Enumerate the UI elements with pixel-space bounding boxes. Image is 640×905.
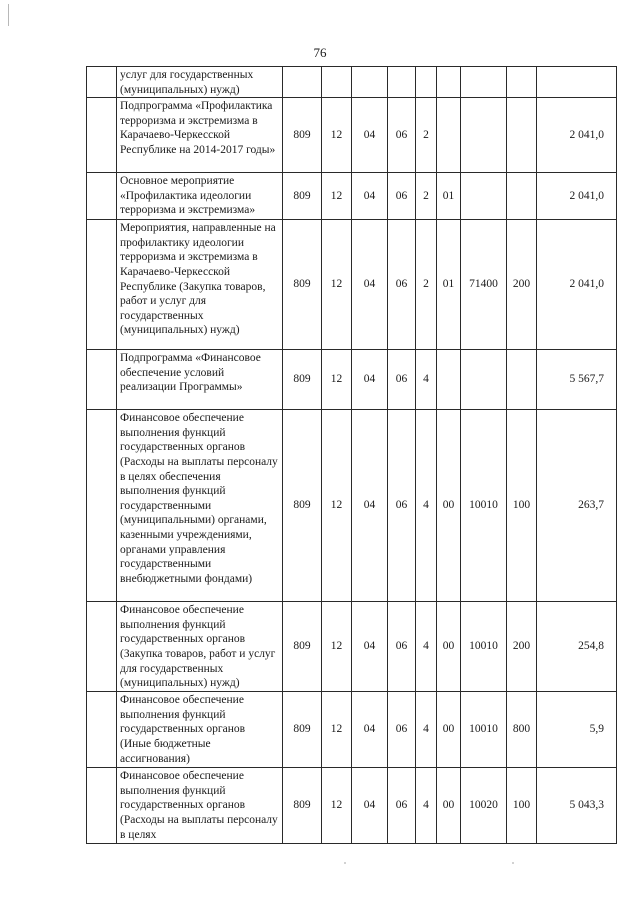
cell-section: 12	[322, 602, 352, 692]
cell-event: 01	[437, 173, 461, 220]
indent-cell	[87, 98, 117, 173]
cell-event	[437, 98, 461, 173]
cell-ministry: 809	[283, 350, 322, 410]
cell-section: 12	[322, 173, 352, 220]
cell-name: Финансовое обеспечение выполнения функций государственных органов (Иные бюджетные ассигнования)	[117, 692, 283, 768]
cell-subsection: 04	[352, 692, 388, 768]
cell-subprogram	[416, 67, 437, 98]
cell-event: 00	[437, 410, 461, 602]
cell-subsection: 04	[352, 173, 388, 220]
cell-subprogram: 2	[416, 98, 437, 173]
cell-amount: 254,8	[537, 602, 617, 692]
table-row	[87, 410, 617, 602]
cell-ministry: 809	[283, 410, 322, 602]
cell-section: 12	[322, 692, 352, 768]
cell-direction: 10010	[461, 602, 507, 692]
cell-expense-type	[507, 350, 537, 410]
cell-subsection: 04	[352, 98, 388, 173]
cell-direction: 10010	[461, 692, 507, 768]
cell-subprogram: 2	[416, 220, 437, 350]
cell-direction	[461, 350, 507, 410]
table-row	[87, 98, 617, 173]
scan-artifact	[8, 4, 9, 26]
cell-expense-type	[507, 67, 537, 98]
cell-subprogram: 4	[416, 602, 437, 692]
budget-table	[86, 66, 617, 844]
scan-artifact	[344, 862, 346, 864]
cell-ministry: 809	[283, 602, 322, 692]
cell-ministry: 809	[283, 768, 322, 844]
cell-program	[388, 67, 416, 98]
cell-subsection: 04	[352, 602, 388, 692]
cell-direction	[461, 98, 507, 173]
cell-subsection: 04	[352, 350, 388, 410]
cell-section: 12	[322, 768, 352, 844]
table-row	[87, 768, 617, 844]
indent-cell	[87, 350, 117, 410]
cell-direction: 10010	[461, 410, 507, 602]
cell-name: Мероприятия, направленные на профилактику идеологии терроризма и экстремизма в Карачаево-Черкесской Республике (Закупка товаров, работ и услуг для государственных (муниципальных) нужд)	[117, 220, 283, 350]
cell-subprogram: 4	[416, 768, 437, 844]
cell-ministry: 809	[283, 220, 322, 350]
cell-expense-type: 200	[507, 220, 537, 350]
cell-subprogram: 2	[416, 173, 437, 220]
cell-program: 06	[388, 173, 416, 220]
cell-amount	[537, 67, 617, 98]
table-row	[87, 67, 617, 98]
cell-event: 00	[437, 768, 461, 844]
cell-event: 01	[437, 220, 461, 350]
table-row	[87, 692, 617, 768]
cell-ministry: 809	[283, 173, 322, 220]
cell-direction	[461, 67, 507, 98]
cell-event: 00	[437, 602, 461, 692]
cell-direction: 71400	[461, 220, 507, 350]
cell-section: 12	[322, 410, 352, 602]
indent-cell	[87, 67, 117, 98]
cell-ministry	[283, 67, 322, 98]
page-number: 76	[313, 45, 327, 60]
scan-artifact	[512, 862, 514, 864]
cell-name: Основное мероприятие «Профилактика идеологии терроризма и экстремизма»	[117, 173, 283, 220]
cell-subprogram: 4	[416, 410, 437, 602]
cell-amount: 5 043,3	[537, 768, 617, 844]
cell-amount: 5 567,7	[537, 350, 617, 410]
cell-name: Финансовое обеспечение выполнения функций государственных органов (Расходы на выплаты персоналу в целях	[117, 768, 283, 844]
table-row	[87, 173, 617, 220]
cell-amount: 2 041,0	[537, 98, 617, 173]
cell-subsection: 04	[352, 410, 388, 602]
cell-program: 06	[388, 602, 416, 692]
cell-amount: 2 041,0	[537, 220, 617, 350]
cell-name: Подпрограмма «Профилактика терроризма и экстремизма в Карачаево-Черкесской Республике на 2014-2017 годы»	[117, 98, 283, 173]
cell-expense-type: 100	[507, 768, 537, 844]
indent-cell	[87, 602, 117, 692]
cell-event	[437, 350, 461, 410]
cell-event	[437, 67, 461, 98]
cell-subsection	[352, 67, 388, 98]
cell-subprogram: 4	[416, 350, 437, 410]
indent-cell	[87, 410, 117, 602]
cell-amount: 5,9	[537, 692, 617, 768]
cell-subsection: 04	[352, 220, 388, 350]
cell-subsection: 04	[352, 768, 388, 844]
cell-direction	[461, 173, 507, 220]
cell-name: услуг для государственных (муниципальных) нужд)	[117, 67, 283, 98]
cell-expense-type: 100	[507, 410, 537, 602]
cell-expense-type	[507, 98, 537, 173]
cell-program: 06	[388, 220, 416, 350]
cell-section: 12	[322, 350, 352, 410]
cell-name: Финансовое обеспечение выполнения функций государственных органов (Расходы на выплаты персоналу в целях обеспечения выполнения функций государственными (муниципальными) органами, казенными учреждениями, органами управления государственными внебюджетными фондами)	[117, 410, 283, 602]
table-row	[87, 602, 617, 692]
cell-ministry: 809	[283, 98, 322, 173]
cell-expense-type: 800	[507, 692, 537, 768]
cell-program: 06	[388, 692, 416, 768]
table-row	[87, 220, 617, 350]
cell-ministry: 809	[283, 692, 322, 768]
indent-cell	[87, 768, 117, 844]
cell-amount: 2 041,0	[537, 173, 617, 220]
cell-event: 00	[437, 692, 461, 768]
cell-subprogram: 4	[416, 692, 437, 768]
cell-program: 06	[388, 410, 416, 602]
indent-cell	[87, 220, 117, 350]
indent-cell	[87, 692, 117, 768]
cell-direction: 10020	[461, 768, 507, 844]
cell-section: 12	[322, 220, 352, 350]
cell-program: 06	[388, 350, 416, 410]
cell-program: 06	[388, 768, 416, 844]
indent-cell	[87, 173, 117, 220]
table-row	[87, 350, 617, 410]
cell-amount: 263,7	[537, 410, 617, 602]
cell-expense-type	[507, 173, 537, 220]
cell-name: Подпрограмма «Финансовое обеспечение условий реализации Программы»	[117, 350, 283, 410]
cell-section: 12	[322, 98, 352, 173]
cell-name: Финансовое обеспечение выполнения функций государственных органов (Закупка товаров, работ и услуг для государственных (муниципальных) нужд)	[117, 602, 283, 692]
cell-expense-type: 200	[507, 602, 537, 692]
cell-program: 06	[388, 98, 416, 173]
cell-section	[322, 67, 352, 98]
